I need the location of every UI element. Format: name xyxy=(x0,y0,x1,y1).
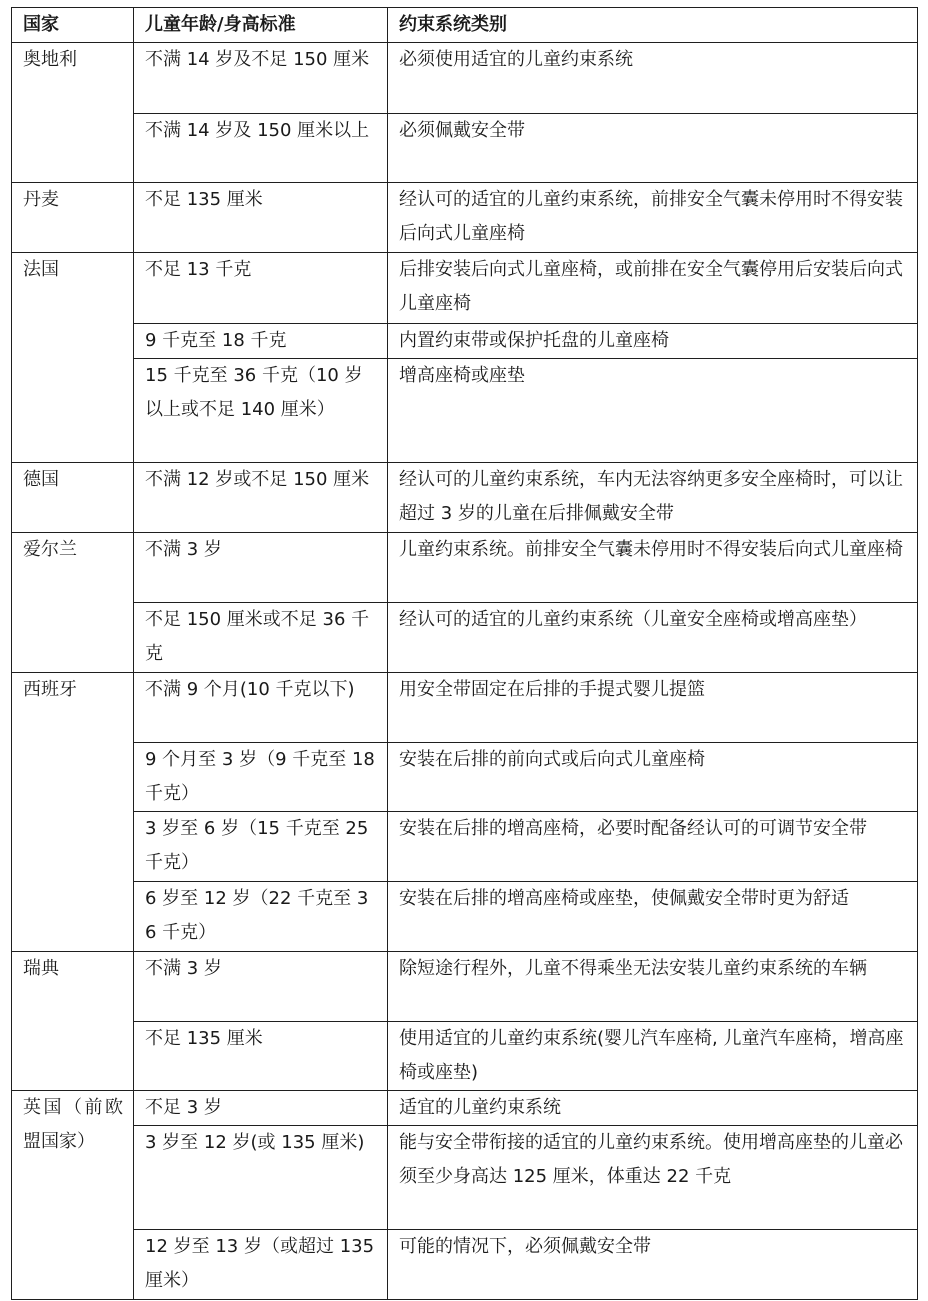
header-country: 国家 xyxy=(12,8,134,43)
table-row xyxy=(12,743,918,812)
table-row xyxy=(12,253,918,324)
country-cell: 奥地利 xyxy=(12,43,134,183)
table-row xyxy=(12,359,918,463)
table-row xyxy=(12,1230,918,1300)
table-row xyxy=(12,463,918,533)
restraint-system-cell: 能与安全带衔接的适宜的儿童约束系统。使用增高座垫的儿童必须至少身高达 125 厘米，体重达 22 千克 xyxy=(388,1126,918,1230)
restraint-system-cell: 增高座椅或座垫 xyxy=(388,359,918,463)
standard-cell: 不满 3 岁 xyxy=(134,533,388,603)
restraint-system-cell: 使用适宜的儿童约束系统(婴儿汽车座椅, 儿童汽车座椅，增高座椅或座垫) xyxy=(388,1022,918,1091)
standard-cell: 6 岁至 12 岁（22 千克至 36 千克） xyxy=(134,882,388,952)
restraint-system-cell: 安装在后排的增高座椅，必要时配备经认可的可调节安全带 xyxy=(388,812,918,882)
country-cell: 丹麦 xyxy=(12,183,134,253)
standard-cell: 不满 12 岁或不足 150 厘米 xyxy=(134,463,388,533)
restraint-system-cell: 适宜的儿童约束系统 xyxy=(388,1091,918,1126)
table-row xyxy=(12,183,918,253)
document-page xyxy=(11,7,917,1300)
table-row xyxy=(12,43,918,114)
standard-cell: 不满 14 岁及 150 厘米以上 xyxy=(134,114,388,183)
restraint-system-cell: 用安全带固定在后排的手提式婴儿提篮 xyxy=(388,673,918,743)
table-row xyxy=(12,882,918,952)
table-row xyxy=(12,533,918,603)
standard-cell: 不足 13 千克 xyxy=(134,253,388,324)
standard-cell: 不足 135 厘米 xyxy=(134,1022,388,1091)
standard-cell: 12 岁至 13 岁（或超过 135 厘米） xyxy=(134,1230,388,1300)
standard-cell: 不足 150 厘米或不足 36 千克 xyxy=(134,603,388,673)
restraint-system-cell: 可能的情况下，必须佩戴安全带 xyxy=(388,1230,918,1300)
table-row xyxy=(12,114,918,183)
restraint-system-cell: 安装在后排的前向式或后向式儿童座椅 xyxy=(388,743,918,812)
table-row xyxy=(12,603,918,673)
standard-cell: 15 千克至 36 千克（10 岁以上或不足 140 厘米） xyxy=(134,359,388,463)
standard-cell: 不足 3 岁 xyxy=(134,1091,388,1126)
country-cell: 法国 xyxy=(12,253,134,463)
restraint-system-cell: 必须使用适宜的儿童约束系统 xyxy=(388,43,918,114)
table-row xyxy=(12,1126,918,1230)
restraint-system-cell: 经认可的适宜的儿童约束系统，前排安全气囊未停用时不得安装后向式儿童座椅 xyxy=(388,183,918,253)
table-row xyxy=(12,1022,918,1091)
standard-cell: 不满 14 岁及不足 150 厘米 xyxy=(134,43,388,114)
standard-cell: 9 千克至 18 千克 xyxy=(134,324,388,359)
header-restraint-category: 约束系统类别 xyxy=(388,8,918,43)
restraint-system-cell: 安装在后排的增高座椅或座垫，使佩戴安全带时更为舒适 xyxy=(388,882,918,952)
restraint-system-cell: 除短途行程外，儿童不得乘坐无法安装儿童约束系统的车辆 xyxy=(388,952,918,1022)
standard-cell: 3 岁至 6 岁（15 千克至 25 千克） xyxy=(134,812,388,882)
header-age-height-standard: 儿童年龄/身高标准 xyxy=(134,8,388,43)
country-cell: 爱尔兰 xyxy=(12,533,134,673)
country-cell: 德国 xyxy=(12,463,134,533)
standard-cell: 3 岁至 12 岁(或 135 厘米) xyxy=(134,1126,388,1230)
table-row xyxy=(12,673,918,743)
restraint-system-cell: 后排安装后向式儿童座椅，或前排在安全气囊停用后安装后向式儿童座椅 xyxy=(388,253,918,324)
restraint-system-cell: 经认可的适宜的儿童约束系统（儿童安全座椅或增高座垫） xyxy=(388,603,918,673)
table-row xyxy=(12,1091,918,1126)
restraint-system-cell: 经认可的儿童约束系统，车内无法容纳更多安全座椅时，可以让超过 3 岁的儿童在后排佩戴安全带 xyxy=(388,463,918,533)
restraint-system-cell: 必须佩戴安全带 xyxy=(388,114,918,183)
table-row xyxy=(12,952,918,1022)
restraint-system-cell: 儿童约束系统。前排安全气囊未停用时不得安装后向式儿童座椅 xyxy=(388,533,918,603)
country-cell: 英国（前欧盟国家） xyxy=(12,1091,134,1300)
table-body xyxy=(12,43,918,1300)
country-cell: 西班牙 xyxy=(12,673,134,952)
standard-cell: 不满 3 岁 xyxy=(134,952,388,1022)
table-row xyxy=(12,812,918,882)
standard-cell: 9 个月至 3 岁（9 千克至 18 千克） xyxy=(134,743,388,812)
child-restraint-table xyxy=(11,7,918,1300)
table-header-row xyxy=(12,8,918,43)
table-row xyxy=(12,324,918,359)
standard-cell: 不满 9 个月(10 千克以下) xyxy=(134,673,388,743)
restraint-system-cell: 内置约束带或保护托盘的儿童座椅 xyxy=(388,324,918,359)
country-cell: 瑞典 xyxy=(12,952,134,1091)
standard-cell: 不足 135 厘米 xyxy=(134,183,388,253)
